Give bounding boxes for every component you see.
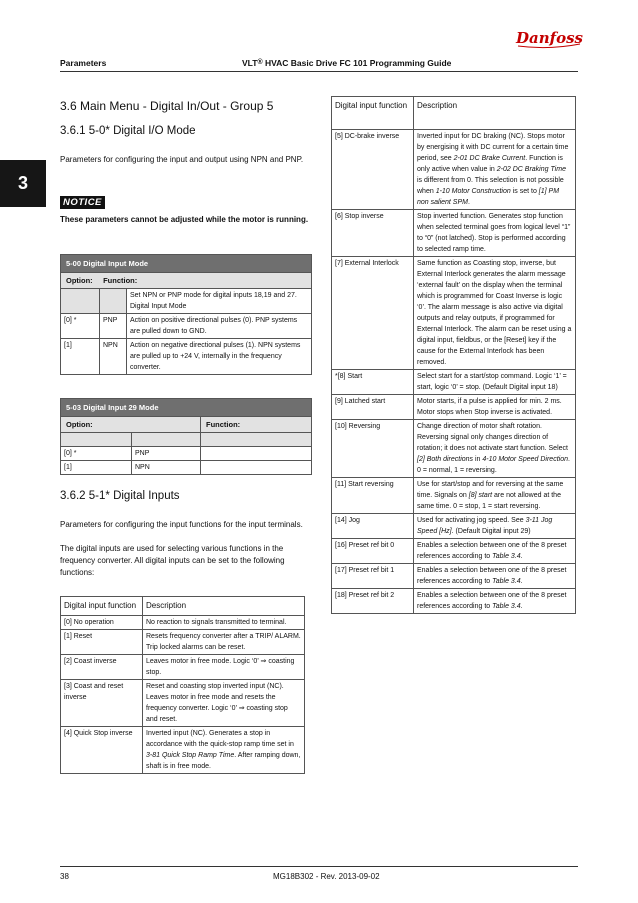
row-description bbox=[414, 478, 576, 514]
desc-text: Inverted input for DC braking (NC). Stops motor by energising it with DC current for a certain time period, see bbox=[417, 133, 569, 162]
desc-text: in bbox=[473, 456, 483, 463]
desc-text: Inverted input (NC). Generates a stop in accordance with the quick-stop ramp time set in bbox=[146, 730, 294, 748]
table-row bbox=[332, 370, 576, 395]
table-row bbox=[332, 130, 576, 210]
digital-input-table-left bbox=[60, 596, 305, 774]
table-row bbox=[61, 447, 312, 461]
col-function-header: Digital input function bbox=[332, 97, 414, 130]
footer-rule bbox=[60, 866, 578, 867]
option-code: [0] * bbox=[61, 447, 132, 461]
param-reference: Table 3.4 bbox=[492, 553, 521, 560]
table-row bbox=[61, 616, 305, 630]
row-function: [4] Quick Stop inverse bbox=[61, 727, 143, 774]
option-code: [1] bbox=[61, 461, 132, 475]
table-row bbox=[332, 257, 576, 370]
subsection-intro-5-1b: The digital inputs are used for selecting various functions in the frequency converter. All digital inputs can be set to the following functions: bbox=[60, 544, 285, 577]
danfoss-logo bbox=[514, 24, 584, 50]
row-function: [3] Coast and reset inverse bbox=[61, 680, 143, 727]
document-title bbox=[242, 58, 451, 68]
desc-text: are not allowed at the same time. 0 = stop, 1 = start reversing. bbox=[417, 492, 561, 510]
row-function: [16] Preset ref bit 0 bbox=[332, 539, 414, 564]
param-reference: 2-02 DC Braking Time bbox=[496, 166, 566, 173]
row-function: [17] Preset ref bit 1 bbox=[332, 564, 414, 589]
param-5-00-title: 5-00 Digital Input Mode bbox=[61, 255, 312, 273]
option-name: NPN bbox=[100, 339, 127, 375]
registered-mark-icon: ® bbox=[257, 59, 263, 66]
header-section: Parameters bbox=[60, 58, 107, 68]
param-reference: 1-10 Motor Construction bbox=[435, 188, 511, 195]
param-5-00-intro: Set NPN or PNP mode for digital inputs 18,19 and 27. Digital Input Mode bbox=[127, 289, 312, 314]
row-description bbox=[143, 727, 305, 774]
blank-cell bbox=[61, 433, 132, 447]
table-row bbox=[332, 564, 576, 589]
row-function: [11] Start reversing bbox=[332, 478, 414, 514]
subsection-heading-5-1: 3.6.2 5-1* Digital Inputs bbox=[60, 490, 180, 502]
table-row bbox=[61, 314, 312, 339]
header-rule bbox=[60, 71, 578, 72]
blank-cell bbox=[100, 289, 127, 314]
row-description bbox=[414, 514, 576, 539]
row-description: No reaction to signals transmitted to terminal. bbox=[143, 616, 305, 630]
desc-text: . 0 = normal, 1 = reversing. bbox=[417, 456, 570, 474]
option-desc: Action on negative directional pulses (1). NPN systems are pulled up to +24 V, internally in the frequency converter. bbox=[127, 339, 312, 375]
table-row bbox=[332, 420, 576, 478]
col-description-header: Description bbox=[414, 97, 576, 130]
option-name: PNP bbox=[100, 314, 127, 339]
param-reference: 3-81 Quick Stop Ramp Time bbox=[146, 752, 235, 759]
row-description bbox=[414, 130, 576, 210]
param-reference: Table 3.4 bbox=[492, 603, 521, 610]
param-5-03-title: 5-03 Digital Input 29 Mode bbox=[61, 399, 312, 417]
notice-label: NOTICE bbox=[60, 196, 105, 209]
row-description bbox=[414, 420, 576, 478]
desc-text: . Function is only active when value in bbox=[417, 155, 563, 173]
row-description bbox=[414, 589, 576, 614]
digital-input-table-right bbox=[331, 96, 576, 614]
row-function: [0] No operation bbox=[61, 616, 143, 630]
col-function-header: Digital input function bbox=[61, 597, 143, 616]
param-reference: [8] start bbox=[468, 492, 493, 499]
chapter-tab: 3 bbox=[0, 160, 46, 207]
table-row bbox=[61, 727, 305, 774]
row-function: [2] Coast inverse bbox=[61, 655, 143, 680]
param-reference: Table 3.4 bbox=[492, 578, 521, 585]
option-code: [1] bbox=[61, 339, 100, 375]
subsection-intro-5-1a: Parameters for configuring the input functions for the input terminals. bbox=[60, 520, 303, 529]
row-function: [18] Preset ref bit 2 bbox=[332, 589, 414, 614]
row-description: Motor starts, if a pulse is applied for min. 2 ms. Motor stops when Stop inverse is activated. bbox=[414, 395, 576, 420]
option-code: [0] * bbox=[61, 314, 100, 339]
param-reference: 4-10 Motor Speed Direction bbox=[482, 456, 568, 463]
table-row bbox=[332, 514, 576, 539]
row-description: Select start for a start/stop command. Logic ‘1’ = start, logic ‘0’ = stop. (Default Digital input 18) bbox=[414, 370, 576, 395]
desc-text: Change direction of motor shaft rotation. Reversing signal only changes direction of rotation; it does not activate start function. Select bbox=[417, 423, 568, 452]
desc-text: is set to bbox=[510, 188, 539, 195]
table-row bbox=[332, 539, 576, 564]
row-function: [9] Latched start bbox=[332, 395, 414, 420]
table-row bbox=[332, 478, 576, 514]
col-option: Option: bbox=[61, 417, 201, 433]
row-function: [7] External Interlock bbox=[332, 257, 414, 370]
param-reference: [2] Both directions bbox=[417, 456, 474, 463]
row-description: Leaves motor in free mode. Logic ‘0’ ⇒ coasting stop. bbox=[143, 655, 305, 680]
table-row bbox=[332, 589, 576, 614]
option-desc: Action on positive directional pulses (0). PNP systems are pulled down to GND. bbox=[127, 314, 312, 339]
title-rest: HVAC Basic Drive FC 101 Programming Guide bbox=[262, 58, 452, 68]
row-description bbox=[414, 564, 576, 589]
table-row bbox=[61, 655, 305, 680]
document-id: MG18B302 - Rev. 2013-09-02 bbox=[273, 872, 380, 881]
row-description: Same function as Coasting stop, inverse, but External Interlock generates the alarm message ‘external fault’ on the display when the terminal which is programmed for Coast Inverse is logic ‘0’. The alarm message is also active via digital outputs and relay outputs, if programmed for External Interlock. The alarm can be reset using a digital input, fieldbus, or the [Reset] key if the cause for the External Interlock has been removed. bbox=[414, 257, 576, 370]
blank-cell bbox=[132, 433, 201, 447]
row-function: [6] Stop inverse bbox=[332, 210, 414, 257]
logo-text: Danfoss bbox=[516, 29, 583, 47]
param-reference: 2-01 DC Brake Current bbox=[453, 155, 526, 162]
option-name: PNP bbox=[132, 447, 201, 461]
desc-text: Enables a selection between one of the 8 preset references according to bbox=[417, 567, 567, 585]
desc-text: . After ramping down, shaft is in free mode. bbox=[146, 752, 301, 770]
desc-text: Use for start/stop and for reversing at the same time. Signals on bbox=[417, 481, 564, 499]
row-description: Stop inverted function. Generates stop function when selected terminal goes from logical level “1” to “0” (not latched). Stop is performed according to selected ramp time. bbox=[414, 210, 576, 257]
section-heading: 3.6 Main Menu - Digital In/Out - Group 5 bbox=[60, 99, 274, 113]
desc-text: Enables a selection between one of the 8 preset references according to bbox=[417, 592, 567, 610]
table-row bbox=[61, 630, 305, 655]
subsection-intro-5-0: Parameters for configuring the input and output using NPN and PNP. bbox=[60, 155, 304, 164]
row-function: [1] Reset bbox=[61, 630, 143, 655]
param-reference: [1] PM non salient SPM bbox=[417, 188, 560, 206]
option-name: NPN bbox=[132, 461, 201, 475]
row-function: [14] Jog bbox=[332, 514, 414, 539]
param-5-03-table bbox=[60, 398, 312, 475]
notice-text: These parameters cannot be adjusted while the motor is running. bbox=[60, 215, 309, 224]
row-function: [10] Reversing bbox=[332, 420, 414, 478]
col-description-header: Description bbox=[143, 597, 305, 616]
row-function: *[8] Start bbox=[332, 370, 414, 395]
blank-cell bbox=[201, 447, 312, 461]
subsection-heading-5-0: 3.6.1 5-0* Digital I/O Mode bbox=[60, 125, 196, 137]
desc-text: . bbox=[520, 553, 523, 560]
table-row bbox=[61, 680, 305, 727]
table-row bbox=[332, 395, 576, 420]
table-row bbox=[61, 461, 312, 475]
desc-text: Used for activating jog speed. See bbox=[417, 517, 526, 524]
col-function: Function: bbox=[201, 417, 312, 433]
param-5-00-col-headers bbox=[61, 273, 312, 289]
desc-text: is different from 0. This selection is not possible when bbox=[417, 177, 564, 195]
row-description: Reset and coasting stop inverted input (NC). Leaves motor in free mode and resets the frequency converter. Logic ‘0’ ⇒ coasting stop and reset. bbox=[143, 680, 305, 727]
desc-text: . (Default Digital input 29) bbox=[451, 528, 531, 535]
blank-cell bbox=[61, 289, 100, 314]
col-function: Function: bbox=[103, 276, 138, 285]
col-option: Option: bbox=[66, 276, 93, 285]
table-row bbox=[61, 339, 312, 375]
row-function: [5] DC-brake inverse bbox=[332, 130, 414, 210]
desc-text: . bbox=[467, 199, 470, 206]
desc-text: . bbox=[520, 578, 523, 585]
page-number: 38 bbox=[60, 872, 69, 881]
row-description bbox=[414, 539, 576, 564]
table-row bbox=[332, 210, 576, 257]
blank-cell bbox=[201, 433, 312, 447]
blank-cell bbox=[201, 461, 312, 475]
title-prefix: VLT bbox=[242, 58, 258, 68]
desc-text: . bbox=[520, 603, 523, 610]
param-5-00-table bbox=[60, 254, 312, 375]
param-reference: 3-11 Jog Speed [Hz] bbox=[417, 517, 553, 535]
row-description: Resets frequency converter after a TRIP/ ALARM. Trip locked alarms can be reset. bbox=[143, 630, 305, 655]
desc-text: Enables a selection between one of the 8 preset references according to bbox=[417, 542, 567, 560]
